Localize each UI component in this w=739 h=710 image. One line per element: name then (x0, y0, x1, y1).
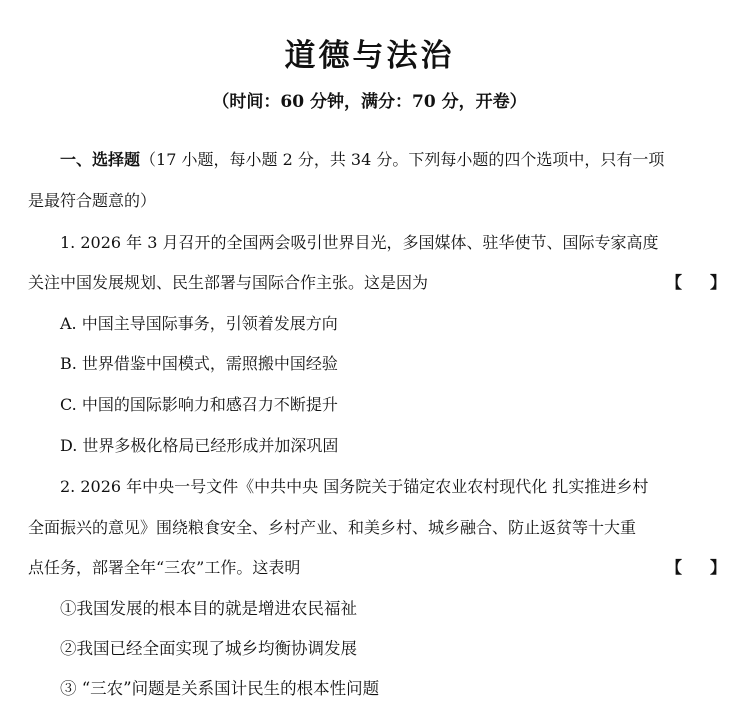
question-2-statement-1: ①我国发展的根本目的就是增进农民福祉 (60, 599, 357, 618)
question-1-option-d: D. 世界多极化格局已经形成并加深巩固 (60, 436, 339, 455)
section-heading-line (60, 148, 739, 172)
question-1-stem-continued: 关注中国发展规划、民生部署与国际合作主张。这是因为 (28, 273, 429, 292)
question-1-stem: 1. 2026 年 3 月召开的全国两会吸引世界目光，多国媒体、驻华使节、国际专家高度 (60, 233, 659, 252)
bracket-close: 】 (709, 273, 726, 292)
question-1-option-c: C. 中国的国际影响力和感召力不断提升 (60, 395, 338, 414)
page-title: 道德与法治 (284, 38, 455, 74)
question-2-stem-continued: 全面振兴的意见》围绕粮食安全、乡村产业、和美乡村、城乡融合、防止返贫等十大重 (28, 518, 637, 537)
question-1-option-b: B. 世界借鉴中国模式，需照搬中国经验 (60, 354, 338, 373)
section-instructions: （17 小题，每小题 2 分，共 34 分。下列每小题的四个选项中，只有一项 (140, 150, 665, 169)
question-1-answer-bracket (666, 271, 726, 295)
question-2-stem: 2. 2026 年中央一号文件《中共中央 国务院关于锚定农业农村现代化 扎实推进乡村 (60, 477, 649, 496)
question-2-answer-bracket (666, 556, 726, 580)
section-name: 选择题 (92, 150, 141, 169)
question-1-option-a: A. 中国主导国际事务，引领着发展方向 (60, 314, 338, 333)
section-instructions-continued: 是最符合题意的） (28, 191, 157, 210)
question-2-statement-2: ②我国已经全面实现了城乡均衡协调发展 (60, 639, 357, 658)
exam-info: （时间：60 分钟，满分：70 分，开卷） (212, 92, 527, 112)
question-2-stem-continued-2: 点任务，部署全年“三农”工作。这表明 (28, 558, 301, 577)
question-2-statement-3: ③ “三农”问题是关系国计民生的根本性问题 (60, 679, 380, 698)
bracket-close: 】 (709, 558, 726, 577)
bracket-open: 【 (666, 558, 683, 577)
section-number: 一、 (60, 150, 93, 169)
bracket-open: 【 (666, 273, 683, 292)
